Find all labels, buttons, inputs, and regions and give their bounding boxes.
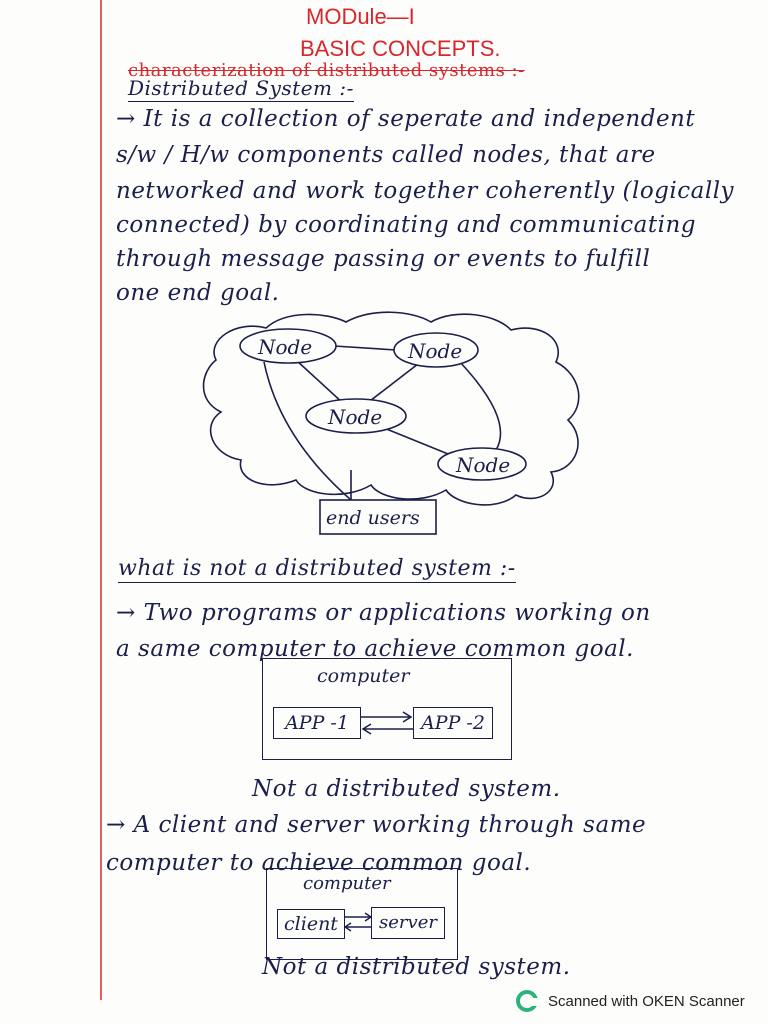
distributed-system-heading-text: Distributed System :- <box>128 76 354 100</box>
definition-line-2: s/w / H/w components called nodes, that are <box>116 142 656 168</box>
edge-b-c <box>366 364 418 404</box>
app-2-box: APP -2 <box>413 707 493 739</box>
bidirectional-arrow-icon <box>359 711 415 735</box>
client-box: client <box>277 909 345 939</box>
not-distributed-heading <box>118 556 516 581</box>
distributed-system-heading <box>128 76 354 100</box>
example1-line-2: a same computer to achieve common goal. <box>116 636 634 662</box>
computer-label-2: computer <box>303 873 391 894</box>
caption-1: Not a distributed system. <box>252 776 561 802</box>
app-1-box: APP -1 <box>273 707 361 739</box>
network-diagram <box>196 300 596 550</box>
edge-a-c <box>296 360 344 404</box>
node-a-label: Node <box>258 335 313 359</box>
example2-line-2: computer to achieve common goal. <box>106 850 532 876</box>
margin-line <box>100 0 102 1000</box>
definition-line-6: one end goal. <box>116 280 280 306</box>
definition-line-1: → It is a collection of seperate and independent <box>116 106 696 132</box>
bidirectional-arrow-icon <box>343 911 373 933</box>
oken-scanner-logo-icon <box>516 990 538 1012</box>
edge-b-d <box>458 360 500 450</box>
module-title: MODule—I <box>306 4 415 29</box>
basic-concepts-title: BASIC CONCEPTS. <box>300 36 501 61</box>
definition-line-5: through message passing or events to fulfill <box>116 246 651 272</box>
scanner-label: Scanned with OKEN Scanner <box>548 992 745 1010</box>
definition-line-4: connected) by coordinating and communicating <box>116 212 696 238</box>
scanner-watermark <box>516 990 745 1012</box>
computer-box-1 <box>262 658 512 760</box>
caption-2: Not a distributed system. <box>262 954 571 980</box>
node-b-label: Node <box>408 339 463 363</box>
computer-box-2 <box>266 868 458 960</box>
edge-a-b <box>334 346 396 350</box>
end-users-label: end users <box>326 507 420 529</box>
definition-line-3: networked and work together coherently (logically <box>116 178 735 204</box>
struck-heading: characterization of distributed systems :- <box>128 60 525 81</box>
example2-line-1: → A client and server working through same <box>106 812 647 838</box>
node-d-label: Node <box>456 453 511 477</box>
server-box: server <box>371 907 445 939</box>
computer-label-1: computer <box>317 665 410 687</box>
node-c-label: Node <box>328 405 383 429</box>
example1-line-1: → Two programs or applications working on <box>116 600 651 626</box>
not-distributed-heading-text: what is not a distributed system :- <box>118 556 516 581</box>
